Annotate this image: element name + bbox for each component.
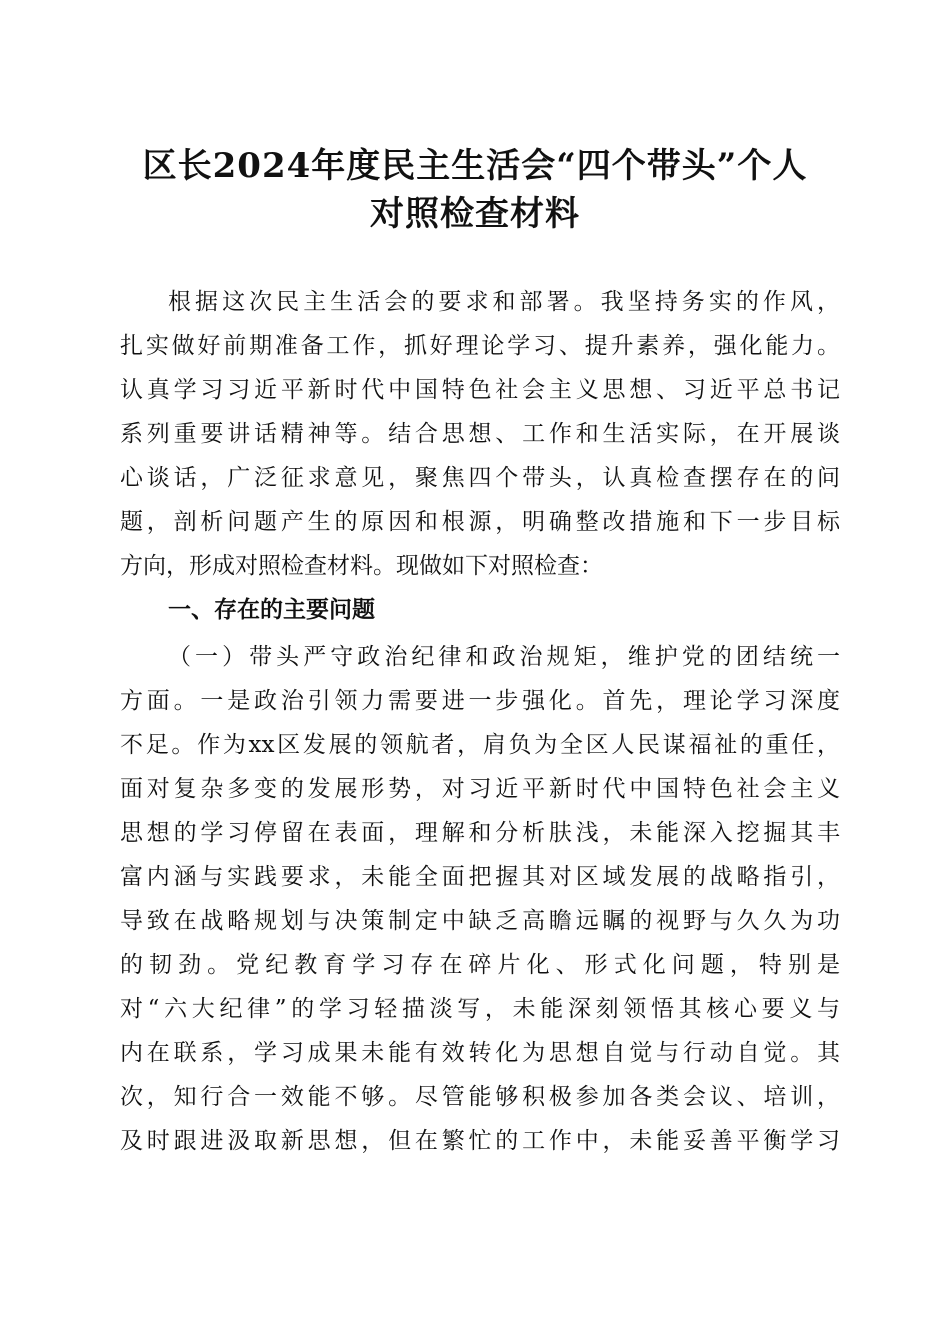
intro-line: 系列重要讲话精神等。结合思想、工作和生活实际，在开展谈 — [120, 421, 840, 447]
subsection-line: 思想的学习停留在表面，理解和分析肤浅，未能深入挖掘其丰 — [120, 820, 840, 846]
subsection-line: 内在联系，学习成果未能有效转化为思想自觉与行动自觉。其 — [120, 1040, 840, 1066]
subsection-line: （一）带头严守政治纪律和政治规矩，维护党的团结统一 — [168, 644, 840, 670]
intro-line: 方向，形成对照检查材料。现做如下对照检查： — [120, 553, 603, 579]
subsection-line: 的韧劲。党纪教育学习存在碎片化、形式化问题，特别是 — [120, 952, 840, 978]
subsection-line: 及时跟进汲取新思想，但在繁忙的工作中，未能妥善平衡学习 — [120, 1128, 840, 1154]
intro-line: 认真学习习近平新时代中国特色社会主义思想、习近平总书记 — [120, 377, 840, 403]
subsection-line: 面对复杂多变的发展形势，对习近平新时代中国特色社会主义 — [120, 776, 840, 802]
intro-line: 根据这次民主生活会的要求和部署。我坚持务实的作风， — [168, 289, 840, 315]
subsection-line: 对“六大纪律”的学习轻描淡写，未能深刻领悟其核心要义与 — [120, 996, 840, 1022]
intro-line: 心谈话，广泛征求意见，聚焦四个带头，认真检查摆存在的问 — [120, 465, 840, 491]
document-title-line-1: 区长2024年度民主生活会“四个带头”个人 — [142, 146, 808, 186]
subsection-line: 富内涵与实践要求，未能全面把握其对区域发展的战略指引， — [120, 864, 840, 890]
intro-line: 题，剖析问题产生的原因和根源，明确整改措施和下一步目标 — [120, 509, 840, 535]
subsection-line: 不足。作为xx区发展的领航者，肩负为全区人民谋福祉的重任， — [120, 732, 840, 758]
subsection-line: 导致在战略规划与决策制定中缺乏高瞻远瞩的视野与久久为功 — [120, 908, 840, 934]
document-title-line-2: 对照检查材料 — [370, 194, 580, 234]
subsection-line: 方面。一是政治引领力需要进一步强化。首先，理论学习深度 — [120, 688, 840, 714]
subsection-line: 次，知行合一效能不够。尽管能够积极参加各类会议、培训， — [120, 1084, 840, 1110]
intro-line: 扎实做好前期准备工作，抓好理论学习、提升素养，强化能力。 — [120, 333, 840, 359]
section-heading: 一、存在的主要问题 — [168, 597, 375, 623]
